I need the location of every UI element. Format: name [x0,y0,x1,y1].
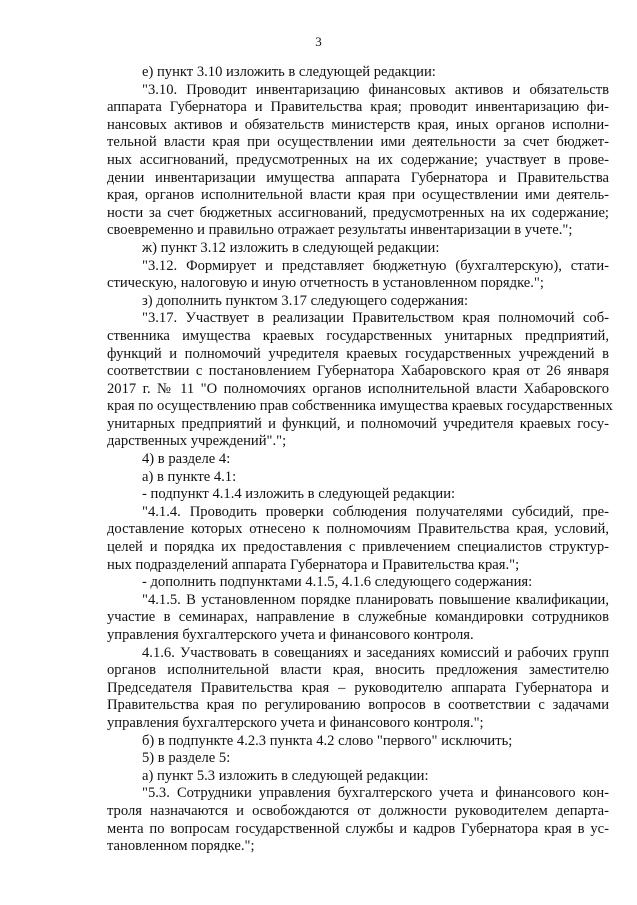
text-line: Правительства края по регулированию вопросов в соответствии с задачами [107,697,609,714]
text-line: ных подразделений аппарата Губернатора и Правительства края."; [107,556,520,573]
text-line: ных ассигнований, предусмотренных на их содержание; участвует в прове- [107,151,609,168]
text-line: соответствии с постановлением Губернатора Хабаровского края от 26 января [107,363,609,380]
text-line: целей и порядка их предоставления с привлечением специалистов структур- [107,539,609,556]
page-number: 3 [315,34,322,49]
text-line: б) в подпункте 4.2.3 пункта 4.2 слово "первого" исключить; [142,732,513,749]
text-line: е) пункт 3.10 изложить в следующей редакции: [142,64,436,80]
text-line: стическую, налоговую и иную отчетность в установленном порядке."; [107,275,544,292]
text-line: а) в пункте 4.1: [142,468,237,485]
text-line: органов исполнительной власти края, вносить предложения заместителю [107,662,609,679]
text-line: - подпункт 4.1.4 изложить в следующей редакции: [142,486,456,503]
text-line: ности за счет бюджетных ассигнований, предусмотренных на их содержание; [107,204,609,221]
text-line: аппарата Губернатора и Правительства края; проводит инвентаризацию фи- [107,99,609,116]
text-line: 4) в разделе 4: [142,451,231,468]
text-line: "3.17. Участвует в реализации Правительством края полномочий соб- [142,310,609,327]
text-line: нансовых активов и обязательств министерств края, иных органов исполни- [107,116,609,133]
text-line: "4.1.4. Проводить проверки соблюдения получателями субсидий, пре- [142,503,609,520]
text-line: з) дополнить пунктом 3.17 следующего содержания: [142,292,469,309]
text-line: "4.1.5. В установленном порядке планировать повышение квалификации, [142,591,609,608]
text-line: Председателя Правительства края – руководителю аппарата Губернатора и [107,679,609,696]
text-line: 5) в разделе 5: [142,750,231,767]
text-line: а) пункт 5.3 изложить в следующей редакции: [142,767,429,784]
text-line: троля назначаются и освобождаются от должности руководителем департа- [107,802,609,819]
text-line: функций и полномочий учредителя краевых государственных учреждений в [107,345,609,362]
text-line: мента по вопросам государственной службы и кадров Губернатора края в ус- [107,820,609,837]
text-line: края по осуществлению прав собственника имущества краевых государственных [107,398,613,415]
text-line: ж) пункт 3.12 изложить в следующей редакции: [142,239,440,256]
text-line: края, органов исполнительной власти края при осуществлении ими деятель- [107,187,609,204]
text-line: ственника имущества краевых государственных унитарных предприятий, [107,327,609,344]
text-line: "3.10. Проводит инвентаризацию финансовых активов и обязательств [142,81,609,98]
text-line: 2017 г. № 11 "О полномочиях органов исполнительной власти Хабаровского [107,380,609,397]
text-line: участие в семинарах, направление в служебные командировки сотрудников [107,609,609,626]
text-line: унитарных предприятий и функций, и полномочий учредителя краевых госу- [107,415,609,432]
text-line: дарственных учреждений"."; [107,433,287,450]
text-line: дении инвентаризации имущества аппарата Губернатора и Правительства [107,169,609,186]
text-line: "3.12. Формирует и представляет бюджетную (бухгалтерскую), стати- [142,257,609,274]
text-line: тельной власти края при осуществлении ими деятельности за счет бюджет- [107,134,609,151]
text-line: "5.3. Сотрудники управления бухгалтерского учета и финансового кон- [142,785,609,802]
text-line: управления бухгалтерского учета и финансового контроля."; [107,714,484,731]
document-body [107,64,613,856]
text-line: своевременно и правильно отражает результаты инвентаризации в учете."; [107,222,573,239]
text-line: 4.1.6. Участвовать в совещаниях и заседаниях комиссий и рабочих групп [142,644,609,661]
text-line: - дополнить подпунктами 4.1.5, 4.1.6 следующего содержания: [142,574,533,591]
text-line: управления бухгалтерского учета и финансового контроля. [107,627,474,643]
text-line: тановленном порядке."; [107,838,255,855]
text-line: доставление которых отнесено к полномочиям Правительства края, условий, [107,521,609,538]
